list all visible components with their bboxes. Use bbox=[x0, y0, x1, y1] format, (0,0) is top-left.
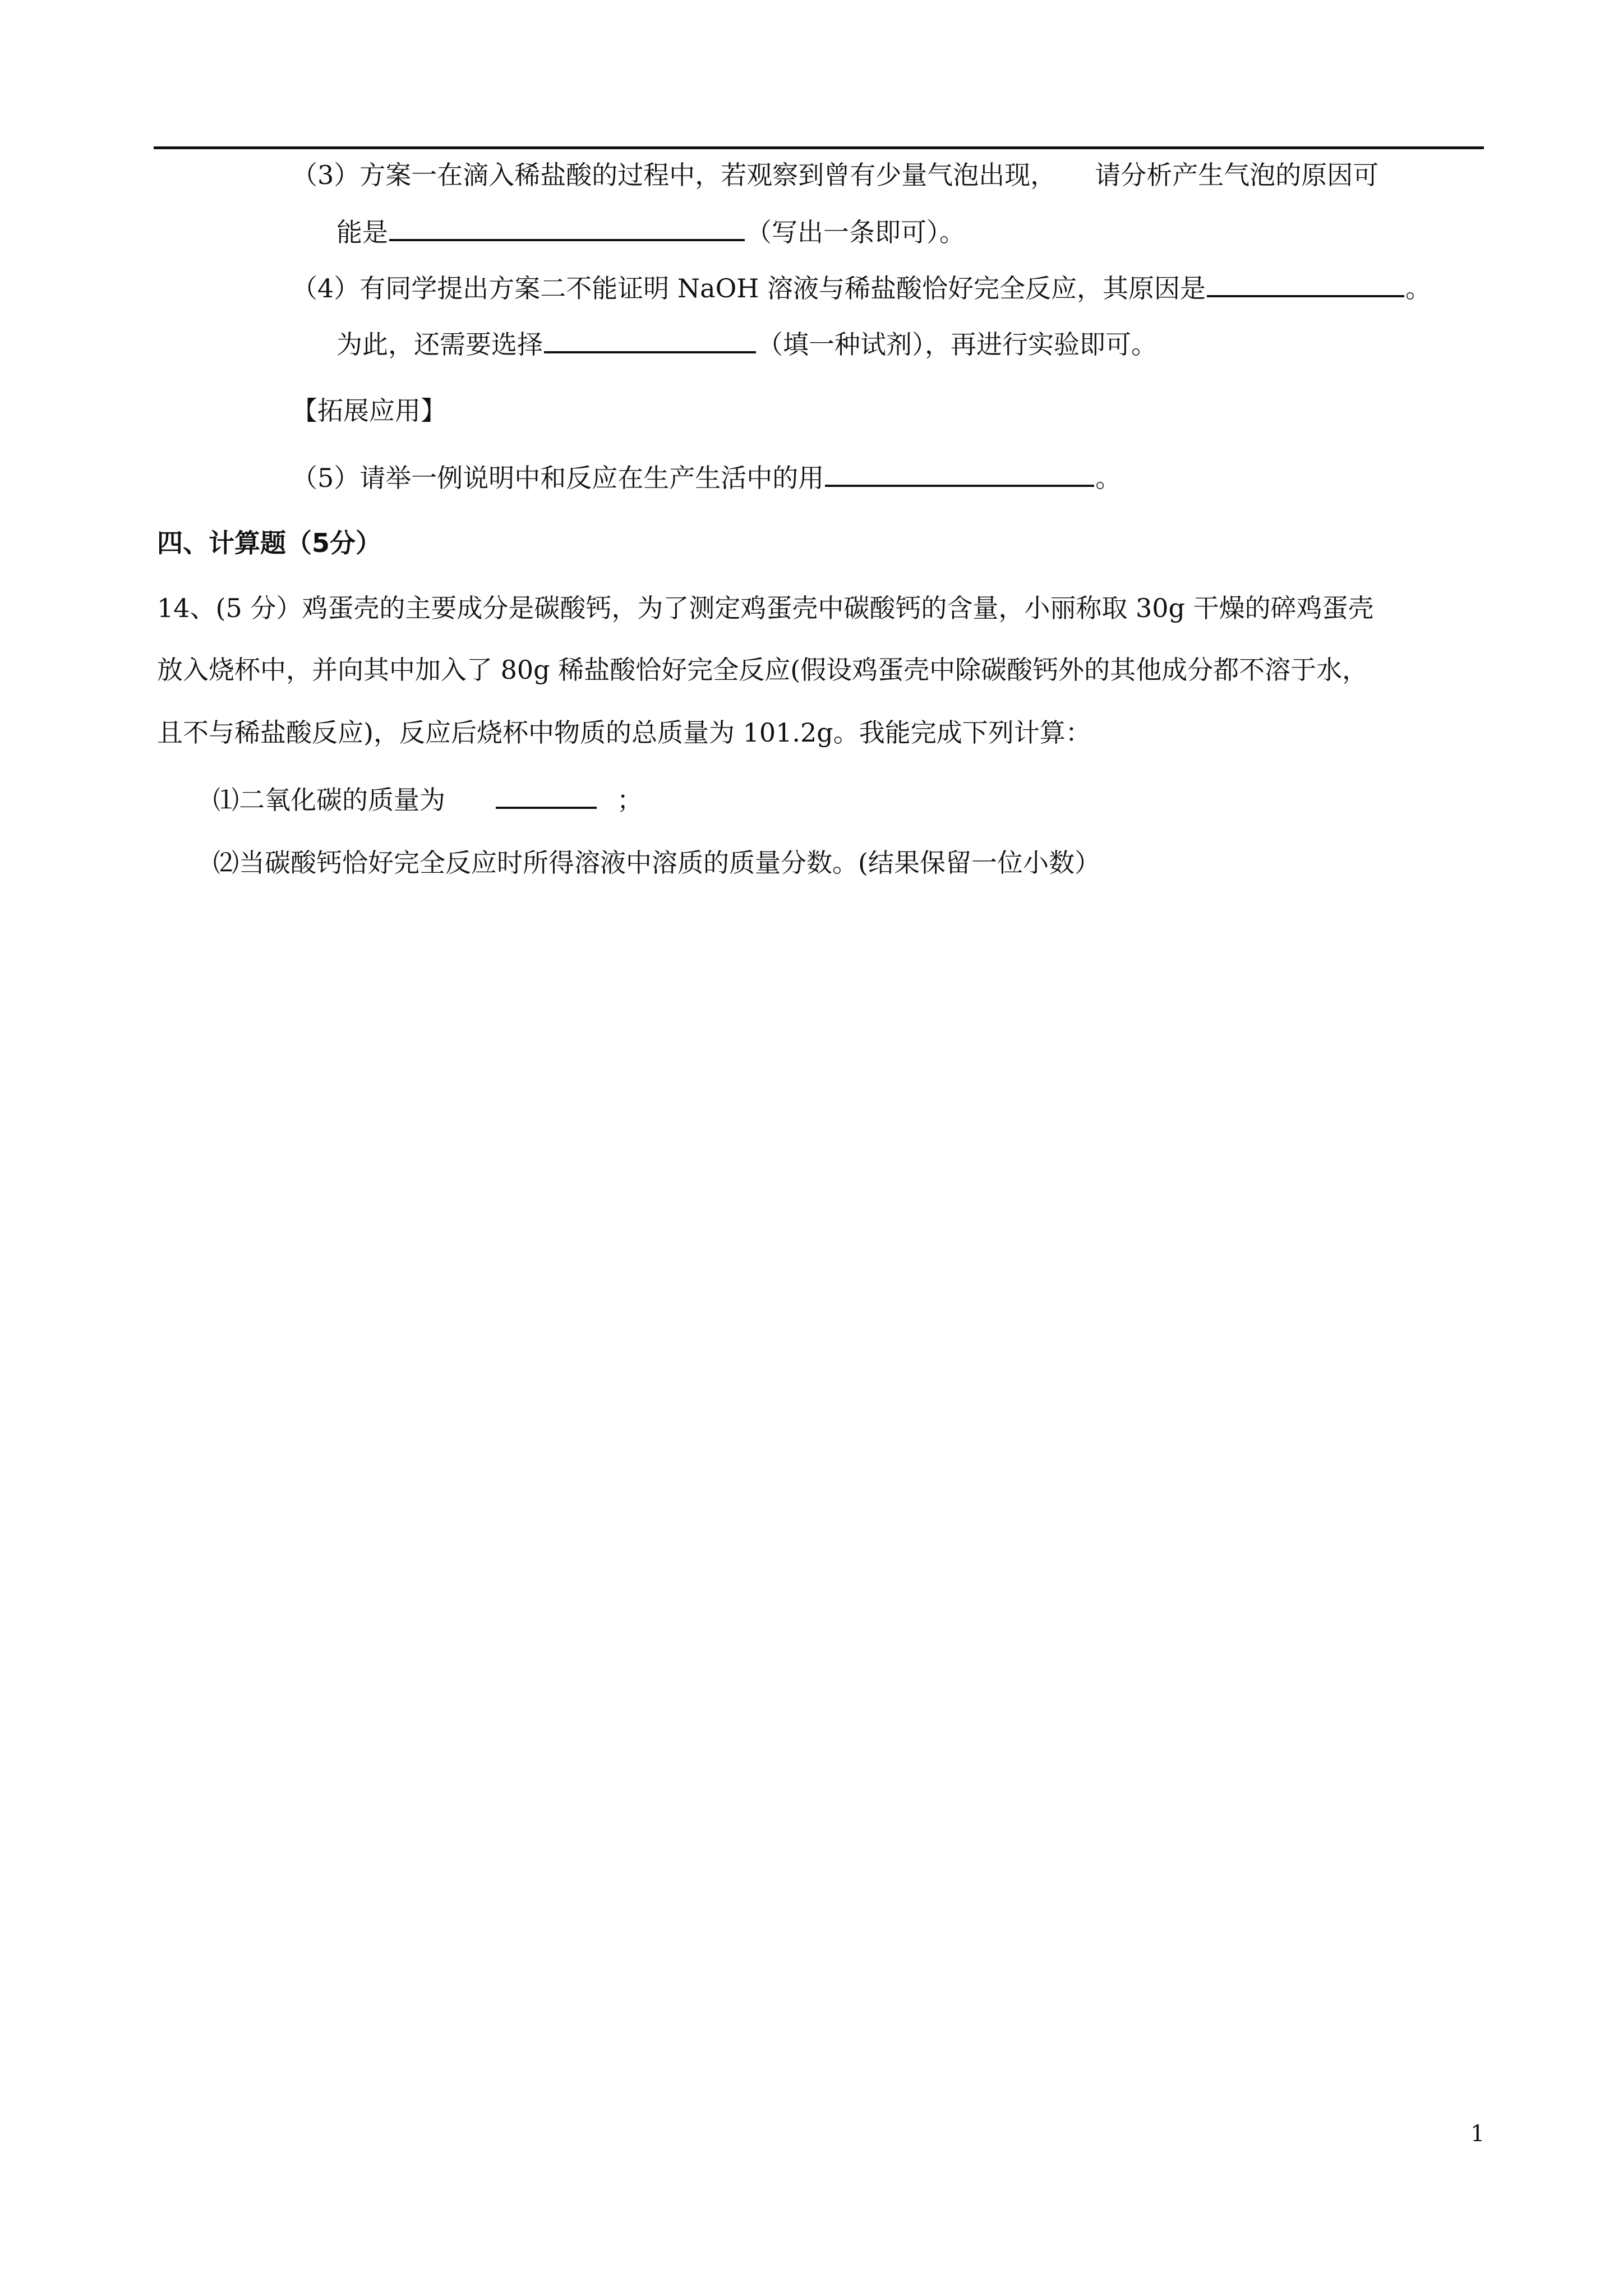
q4-line-1-suffix: 。 bbox=[1405, 273, 1432, 303]
q14-part-1 bbox=[213, 782, 643, 817]
q4-line-2 bbox=[336, 326, 1157, 361]
q3-line-2-prefix: 能是 bbox=[336, 217, 388, 247]
section-4-title: 四、计算题（5分） bbox=[157, 528, 382, 558]
extension-heading: 【拓展应用】 bbox=[292, 395, 446, 426]
q14-part-2: ⑵当碳酸钙恰好完全反应时所得溶液中溶质的质量分数。(结果保留一位小数） bbox=[213, 848, 1100, 878]
q4-line-1 bbox=[292, 270, 1431, 305]
q14-part-1-prefix: ⑴二氧化碳的质量为 bbox=[213, 785, 445, 815]
q14-line-2: 放入烧杯中，并向其中加入了 80g 稀盐酸恰好完全反应(假设鸡蛋壳中除碳酸钙外的其他成分都不溶于水， bbox=[157, 655, 1368, 685]
page-number: 1 bbox=[1470, 2121, 1485, 2147]
q3-answer-blank[interactable] bbox=[389, 214, 745, 241]
q5-prefix: （5）请举一例说明中和反应在生产生活中的用 bbox=[292, 463, 824, 493]
q5-suffix: 。 bbox=[1095, 463, 1122, 493]
q14-line-3: 且不与稀盐酸反应)，反应后烧杯中物质的总质量为 101.2g。我能完成下列计算： bbox=[157, 717, 1091, 748]
q5-line bbox=[292, 460, 1121, 495]
q3-line-2 bbox=[336, 214, 965, 249]
q14-line-1: 14、(5 分）鸡蛋壳的主要成分是碳酸钙，为了测定鸡蛋壳中碳酸钙的含量，小丽称取 30g 干燥的碎鸡蛋壳 bbox=[157, 593, 1374, 623]
q4-line-2-prefix: 为此，还需要选择 bbox=[336, 329, 543, 360]
q14-part-1-suffix: ； bbox=[617, 785, 643, 815]
q3-line-2-suffix: （写出一条即可）。 bbox=[746, 217, 965, 247]
co2-mass-blank[interactable] bbox=[496, 782, 597, 809]
q4-line-1-prefix: （4）有同学提出方案二不能证明 NaOH 溶液与稀盐酸恰好完全反应，其原因是 bbox=[292, 273, 1206, 303]
q4-line-2-suffix: （填一种试剂），再进行实验即可。 bbox=[757, 329, 1157, 360]
q4-reagent-blank[interactable] bbox=[544, 326, 756, 353]
q3-line-1: （3）方案一在滴入稀盐酸的过程中，若观察到曾有少量气泡出现， 请分析产生气泡的原因可 bbox=[292, 160, 1379, 190]
q4-reason-blank[interactable] bbox=[1207, 270, 1404, 297]
q5-answer-blank[interactable] bbox=[825, 460, 1094, 487]
header-rule bbox=[154, 146, 1484, 149]
